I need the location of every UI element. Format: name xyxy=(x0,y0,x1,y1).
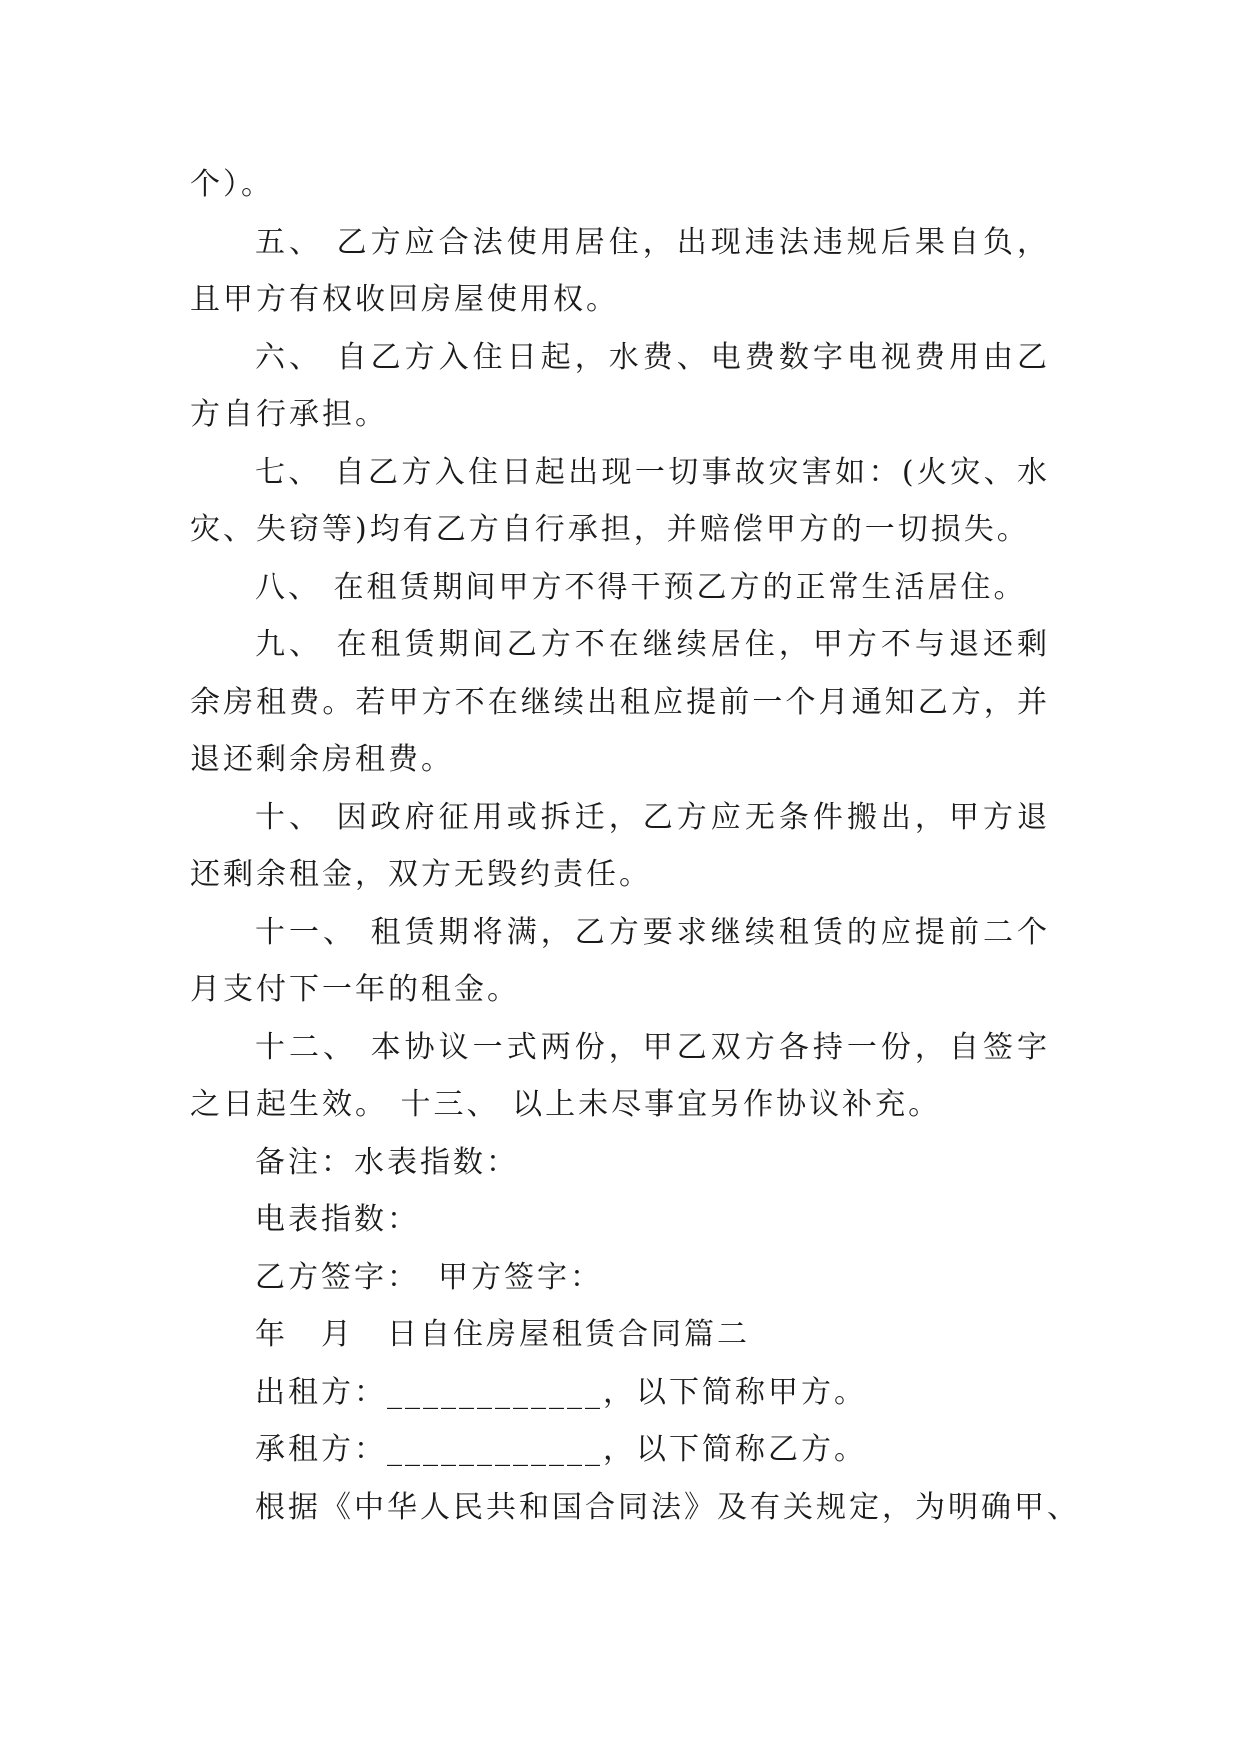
clause-9-line-2: 余房租费。若甲方不在继续出租应提前一个月通知乙方，并 xyxy=(190,684,1050,720)
preamble-line: 根据《中华人民共和国合同法》及有关规定，为明确甲、 xyxy=(255,1489,1080,1525)
signature-line: 乙方签字： 甲方签字： xyxy=(255,1259,603,1295)
clause-12-line-2: 之日起生效。 十三、 以上未尽事宜另作协议补充。 xyxy=(190,1087,942,1122)
document-body xyxy=(190,156,1080,1536)
clause-12-line-1: 十二、 本协议一式两份，甲乙双方各持一份，自签字 xyxy=(255,1029,1050,1065)
clause-9-line-3: 退还剩余房租费。 xyxy=(190,742,454,777)
clause-5-line-2: 且甲方有权收回房屋使用权。 xyxy=(190,282,619,317)
clause-7-line-2: 灾、失窃等)均有乙方自行承担，并赔偿甲方的一切损失。 xyxy=(190,512,1030,547)
note-electric-meter: 电表指数： xyxy=(255,1202,420,1237)
clause-6-line-2: 方自行承担。 xyxy=(190,397,388,432)
clause-10-line-2: 还剩余租金，双方无毁约责任。 xyxy=(190,857,652,892)
clause-10-line-1: 十、 因政府征用或拆迁，乙方应无条件搬出，甲方退 xyxy=(255,799,1050,835)
clause-6-line-1: 六、 自乙方入住日起，水费、电费数字电视费用由乙 xyxy=(255,339,1050,375)
clause-11-line-1: 十一、 租赁期将满，乙方要求继续租赁的应提前二个 xyxy=(255,914,1050,950)
date-and-section-title: 年 月 日自住房屋租赁合同篇二 xyxy=(255,1317,750,1352)
clause-11-line-2: 月支付下一年的租金。 xyxy=(190,972,520,1007)
clause-7-line-1: 七、 自乙方入住日起出现一切事故灾害如：(火灾、水 xyxy=(255,454,1050,490)
lessor-line: 出租方：____________，以下简称甲方。 xyxy=(255,1374,867,1410)
clause-5-line-1: 五、 乙方应合法使用居住，出现违法违规后果自负， xyxy=(255,224,1050,260)
clause-8-line-1: 八、 在租赁期间甲方不得干预乙方的正常生活居住。 xyxy=(255,569,1027,605)
text-line: 个）。 xyxy=(190,167,274,202)
note-water-meter: 备注：水表指数： xyxy=(255,1144,519,1180)
lessee-line: 承租方：____________，以下简称乙方。 xyxy=(255,1432,867,1467)
clause-9-line-1: 九、 在租赁期间乙方不在继续居住，甲方不与退还剩 xyxy=(255,627,1050,662)
